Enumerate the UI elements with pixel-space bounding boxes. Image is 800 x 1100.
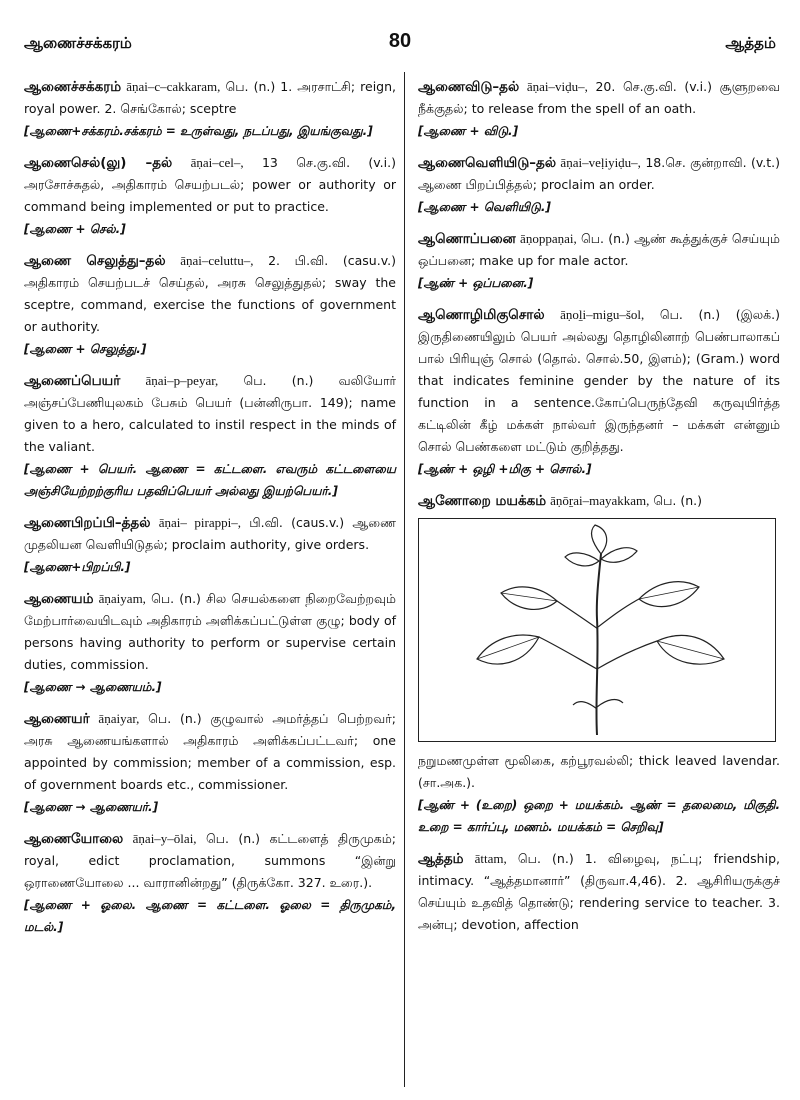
plant-illustration xyxy=(418,518,776,742)
dictionary-entry xyxy=(24,708,396,818)
dictionary-entry xyxy=(24,828,396,938)
entry-headword: ஆணொப்பனை xyxy=(418,231,516,247)
entry-transliteration: āṇōṟai–mayakkam, xyxy=(550,493,650,508)
entry-definition: நறுமணமுள்ள மூலிகை, கற்பூரவல்லி; thick leaved lavendar. (சா.அக.). xyxy=(418,753,780,790)
entry-transliteration: āṇaiyam, xyxy=(98,591,146,606)
entry-transliteration: āṇoppaṇai, xyxy=(520,231,577,246)
entry-definition: 2. பி.வி. (casu.v.) அதிகாரம் செயற்படச் செய்தல், அரசு செலுத்துதல்; sway the sceptre, command, exercise the functions of government or authority. xyxy=(24,253,396,334)
entry-definition: பெ. (n.) வலியோர் அஞ்சப்பேணியுலகம் பேசும் பெயர் (பன்னிருபா. 149); name given to a hero, calculated to instil respect in the minds of the valiant. xyxy=(24,373,397,454)
entry-transliteration: āṇai–c–cakkaram, xyxy=(126,79,221,94)
dictionary-entry xyxy=(24,512,396,578)
entry-definition: பெ. (n.) xyxy=(653,493,702,508)
entry-headword: ஆணையம் xyxy=(24,591,94,607)
right-column xyxy=(418,76,780,946)
entry-etymology: [ஆணை + விடு.] xyxy=(418,124,519,138)
entry-definition: 20. செ.கு.வி. (v.i.) சூளுறவை நீக்குதல்; to release from the spell of an oath. xyxy=(418,79,780,116)
plant-illustration-icon xyxy=(419,519,775,741)
entry-definition: பெ. (n.) ஆண் கூத்துக்குச் செய்யும் ஒப்பனை; make up for male actor. xyxy=(418,231,780,268)
entry-etymology: [ஆணை → ஆணையம்.] xyxy=(24,680,162,694)
entry-headword: ஆணோறை மயக்கம் xyxy=(418,493,547,509)
entry-headword: ஆணையோலை xyxy=(24,831,124,847)
dictionary-entry xyxy=(418,152,780,218)
entry-etymology: [ஆணை + செல்.] xyxy=(24,222,126,236)
dictionary-entry xyxy=(24,250,396,360)
dictionary-entry xyxy=(418,490,780,512)
entry-definition: பெ. (n.) சில செயல்களை நிறைவேற்றவும் மேற்பார்வையிடவும் அதிகாரம் அளிக்கப்பட்டுள்ள குழு; body of persons having authority to perform or supervise certain duties, commission. xyxy=(24,591,396,672)
entry-headword: ஆணையர் xyxy=(24,711,90,727)
entry-transliteration: āṇai– pirappi–, xyxy=(158,515,241,530)
entry-headword: ஆணைச்சக்கரம் xyxy=(24,79,122,95)
entry-etymology: [ஆணை → ஆணையர்.] xyxy=(24,800,159,814)
entry-transliteration: āṇai–viḍu–, xyxy=(526,79,588,94)
header-first-word: ஆணைச்சக்கரம் xyxy=(24,34,132,52)
entry-etymology: [ஆணை+சக்கரம்.சக்கரம் = உருள்வது, நடப்பது, இயங்குவது.] xyxy=(24,124,373,138)
left-column xyxy=(24,76,396,948)
entry-definition: பெ. (n.) கட்டளைத் திருமுகம்; royal, edict proclamation, summons “இன்று ஒராணையோலை ... வாரானின்றது” (திருக்கோ. 327. உரை.). xyxy=(24,831,396,890)
entry-headword: ஆணைவெளியிடு–தல் xyxy=(418,155,557,171)
entry-transliteration: āttam, xyxy=(474,851,507,866)
entry-transliteration: āṇai–cel–, xyxy=(190,155,244,170)
dictionary-entry xyxy=(418,750,780,838)
page-header xyxy=(24,30,776,60)
entry-transliteration: āṇoḻi–migu–šol, xyxy=(560,307,645,322)
entry-definition: பி.வி. (caus.v.) ஆணை முதலியன வெளியிடுதல்; proclaim authority, give orders. xyxy=(24,515,396,552)
entry-etymology: [ஆண் + (உறை) ஒறை + மயக்கம். ஆண் = தலைமை, மிகுதி. உறை = கார்ப்பு, மணம். மயக்கம் = செறிவு] xyxy=(418,798,780,834)
entry-etymology: [ஆணை + ஓலை. ஆணை = கட்டளை. ஓலை = திருமுகம், மடல்.] xyxy=(24,898,396,934)
entry-etymology: [ஆணை + பெயர். ஆணை = கட்டளை. எவரும் கட்டளையை அஞ்சியேற்றற்குரிய பதவிப்பெயர் அல்லது இயற்பெயர்.] xyxy=(24,462,396,498)
entry-transliteration: āṇai–y–ōlai, xyxy=(132,831,197,846)
entry-etymology: [ஆணை + செலுத்து.] xyxy=(24,342,147,356)
entry-etymology: [ஆணை+பிறப்பி.] xyxy=(24,560,131,574)
entry-headword: ஆத்தம் xyxy=(418,851,464,867)
entry-definition: பெ. (n.) (இலக்.) இருதிணையிலும் பெயர் அல்லது தொழிலினாற் பெண்பாலாகப் பால் பிரியுஞ் சொல் (தொல். சொல்.50, இளம்); (Gram.) word that indicates feminine gender by the nature of its function in a sentence.கோப்பெருந்தேவி கருவுயிர்த்த கட்டிலின் கீழ் மக்கள் நால்வர் இருந்தனர் – மக்கள் என்னும் சொல் பெண்களை மட்டும் குறித்தது. xyxy=(418,307,780,454)
entry-transliteration: āṇai–veḷiyiḍu–, xyxy=(560,155,641,170)
entry-etymology: [ஆணை + வெளியிடு.] xyxy=(418,200,551,214)
entry-definition: 13 செ.கு.வி. (v.i.) அரசோச்சுதல், அதிகாரம் செயற்படல்; power or authority or command being implemented or put to practice. xyxy=(24,155,396,214)
page-number: 80 xyxy=(388,30,412,52)
dictionary-entry xyxy=(24,152,396,240)
entry-headword: ஆணைபிறப்பி–த்தல் xyxy=(24,515,151,531)
entry-definition: 18.செ. குன்றாவி. (v.t.) ஆணை பிறப்பித்தல்; proclaim an order. xyxy=(418,155,780,192)
entry-transliteration: āṇai–p–peyar, xyxy=(145,373,219,388)
entry-definition: பெ. (n.) 1. விழைவு, நட்பு; friendship, intimacy. “ஆத்தமானார்” (திருவா.4,46). 2. ஆசிரியருக்குச் செய்யும் உதவித் தொண்டு; rendering service to teacher. 3. அன்பு; devotion, affection xyxy=(418,851,780,932)
dictionary-entry xyxy=(418,76,780,142)
entry-headword: ஆணொழிமிகுசொல் xyxy=(418,307,545,323)
entry-definition: பெ. (n.) குழுவால் அமர்த்தப் பெற்றவர்; அரசு ஆணையங்களால் அதிகாரம் அளிக்கப்பட்டவர்; one appointed by commission; member of a commission, esp. of government boards etc., commissioner. xyxy=(24,711,396,792)
entry-headword: ஆணை செலுத்து–தல் xyxy=(24,253,166,269)
entry-transliteration: āṇaiyar, xyxy=(98,711,140,726)
dictionary-entry xyxy=(24,370,396,502)
entry-etymology: [ஆண் + ஒழி +மிகு + சொல்.] xyxy=(418,462,592,476)
entry-transliteration: āṇai–celuttu–, xyxy=(180,253,254,268)
header-last-word: ஆத்தம் xyxy=(725,34,776,52)
entry-etymology: [ஆண் + ஒப்பனை.] xyxy=(418,276,534,290)
entry-headword: ஆணைவிடு–தல் xyxy=(418,79,520,95)
entry-headword: ஆணைசெல்(லு) –தல் xyxy=(24,155,173,171)
entry-definition: பெ. (n.) 1. அரசாட்சி; reign, royal power. 2. செங்கோல்; sceptre xyxy=(24,79,396,116)
dictionary-entry xyxy=(418,848,780,936)
dictionary-entry xyxy=(418,228,780,294)
entry-headword: ஆணைப்பெயர் xyxy=(24,373,121,389)
dictionary-entry xyxy=(24,588,396,698)
dictionary-entry xyxy=(24,76,396,142)
column-divider xyxy=(404,72,405,1087)
dictionary-entry xyxy=(418,304,780,480)
